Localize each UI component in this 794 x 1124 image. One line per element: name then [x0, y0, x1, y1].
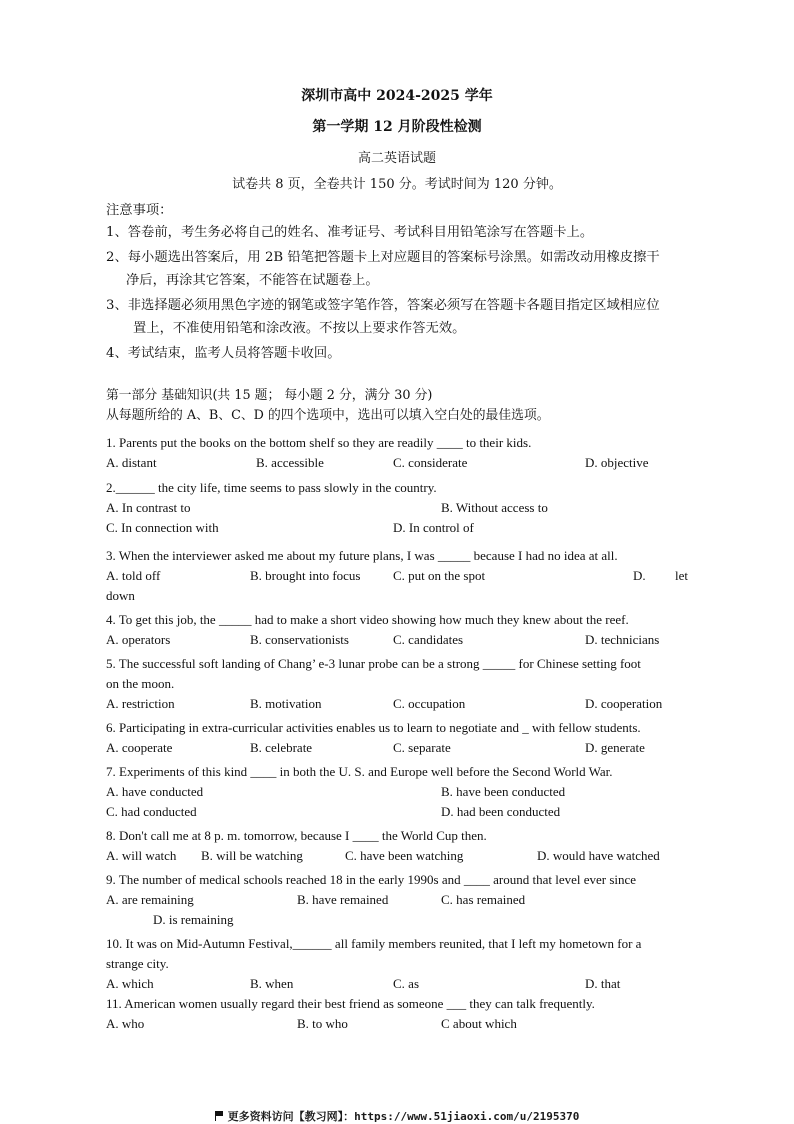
question-9-option-d: D. is remaining: [153, 912, 234, 927]
question-3-option-c: C. put on the spot: [393, 568, 486, 583]
question-7-option-b: B. have been conducted: [441, 784, 566, 799]
question-8-stem: 8. Don't call me at 8 p. m. tomorrow, because I ____ the World Cup then.: [106, 828, 487, 843]
question-2-option-b: B. Without access to: [441, 500, 548, 515]
question-9-option-c: C. has remained: [441, 892, 526, 907]
question-11-option-b: B. to who: [297, 1016, 348, 1031]
question-1-option-d: D. objective: [585, 455, 649, 470]
question-7-stem: 7. Experiments of this kind ____ in both the U. S. and Europe well before the Second World War.: [106, 764, 613, 779]
question-10-option-d: D. that: [585, 976, 621, 991]
question-11-stem: 11. American women usually regard their best friend as someone ___ they can talk frequently.: [106, 996, 595, 1011]
flag-icon: [215, 1111, 224, 1121]
question-4-option-b: B. conservationists: [250, 632, 349, 647]
question-1-option-a: A. distant: [106, 455, 157, 470]
question-3-stem: 3. When the interviewer asked me about my future plans, I was _____ because I had no idea at all.: [106, 548, 618, 563]
question-5-option-c: C. occupation: [393, 696, 466, 711]
question-7-option-d: D. had been conducted: [441, 804, 561, 819]
question-8-option-c: C. have been watching: [345, 848, 464, 863]
notice-item-3-line-1: 3、非选择题必须用黑色字迹的钢笔或签字笔作答，答案必须写在答题卡各题目指定区域相应位: [106, 298, 660, 313]
question-8-option-d: D. would have watched: [537, 848, 660, 863]
notice-item-2-line-1: 2、每小题选出答案后，用 2B 铅笔把答题卡上对应题目的答案标号涂黑。如需改动用橡皮擦干: [106, 250, 660, 265]
question-2-option-d: D. In control of: [393, 520, 474, 535]
footer-link[interactable]: [0, 1108, 794, 1124]
notice-item-2-line-2: 净后，再涂其它答案，不能答在试题卷上。: [126, 273, 379, 288]
question-6-stem: 6. Participating in extra-curricular activities enables us to learn to negotiate and _ with fellow students.: [106, 720, 641, 735]
school-year-title: 深圳市高中 2024-2025 学年: [301, 88, 493, 104]
question-10-option-b: B. when: [250, 976, 294, 991]
section-1-instruction: 从每题所给的 A、B、C、D 的四个选项中，选出可以填入空白处的最佳选项。: [106, 408, 550, 423]
question-6-option-b: B. celebrate: [250, 740, 313, 755]
exam-name-title: 第一学期 12 月阶段性检测: [312, 119, 482, 135]
question-11-option-c: C about which: [441, 1016, 517, 1031]
question-4-stem: 4. To get this job, the _____ had to make a short video showing how much they knew about the reef.: [106, 612, 629, 627]
notice-item-4: 4、考试结束，监考人员将答题卡收回。: [106, 346, 341, 361]
question-5-option-b: B. motivation: [250, 696, 322, 711]
question-5-stem-line-2: on the moon.: [106, 676, 175, 691]
notice-title: 注意事项：: [106, 203, 173, 218]
question-5-option-a: A. restriction: [106, 696, 175, 711]
question-4-option-c: C. candidates: [393, 632, 464, 647]
question-2-stem: 2.______ the city life, time seems to pass slowly in the country.: [106, 480, 437, 495]
section-1-title: 第一部分 基础知识(共 15 题； 每小题 2 分，满分 30 分): [106, 388, 433, 403]
question-10-option-a: A. which: [106, 976, 154, 991]
question-8-option-b: B. will be watching: [201, 848, 303, 863]
question-2-option-a: A. In contrast to: [106, 500, 191, 515]
question-10-stem-line-2: strange city.: [106, 956, 169, 971]
question-3-option-d-word-2: down: [106, 588, 135, 603]
question-1-option-c: C. considerate: [393, 455, 468, 470]
question-7-option-c: C. had conducted: [106, 804, 197, 819]
notice-item-3-line-2: 置上，不准使用铅笔和涂改液。不按以上要求作答无效。: [133, 321, 466, 336]
question-8-option-a: A. will watch: [106, 848, 177, 863]
question-7-option-a: A. have conducted: [106, 784, 204, 799]
notice-item-1: 1、答卷前，考生务必将自己的姓名、准考证号、考试科目用铅笔涂写在答题卡上。: [106, 225, 594, 240]
question-9-option-a: A. are remaining: [106, 892, 194, 907]
question-5-option-d: D. cooperation: [585, 696, 663, 711]
question-4-option-a: A. operators: [106, 632, 171, 647]
question-9-stem: 9. The number of medical schools reached 18 in the early 1990s and ____ around that level ever since: [106, 872, 637, 887]
question-6-option-c: C. separate: [393, 740, 451, 755]
question-1-option-b: B. accessible: [256, 455, 324, 470]
subject-title: 高二英语试题: [357, 151, 436, 166]
question-3-option-b: B. brought into focus: [250, 568, 361, 583]
question-11-option-a: A. who: [106, 1016, 145, 1031]
question-4-option-d: D. technicians: [585, 632, 660, 647]
question-9-option-b: B. have remained: [297, 892, 389, 907]
question-10-option-c: C. as: [393, 976, 419, 991]
question-3-option-d-letter: D.: [633, 568, 646, 583]
footer-text: 更多资料访问【教习网】：https://www.51jiaoxi.com/u/2195370: [227, 1110, 580, 1123]
question-5-stem-line-1: 5. The successful soft landing of Chang’ e-3 lunar probe can be a strong _____ for Chinese setting foot: [106, 656, 641, 671]
question-3-option-a: A. told off: [106, 568, 161, 583]
question-3-option-d-word-1: let: [675, 568, 688, 583]
question-6-option-d: D. generate: [585, 740, 645, 755]
question-1-stem: 1. Parents put the books on the bottom shelf so they are readily ____ to their kids.: [106, 435, 532, 450]
question-2-option-c: C. In connection with: [106, 520, 219, 535]
question-6-option-a: A. cooperate: [106, 740, 173, 755]
question-10-stem-line-1: 10. It was on Mid-Autumn Festival,______ all family members reunited, that I left my hometown for a: [106, 936, 642, 951]
exam-info: 试卷共 8 页，全卷共计 150 分。考试时间为 120 分钟。: [232, 177, 562, 192]
